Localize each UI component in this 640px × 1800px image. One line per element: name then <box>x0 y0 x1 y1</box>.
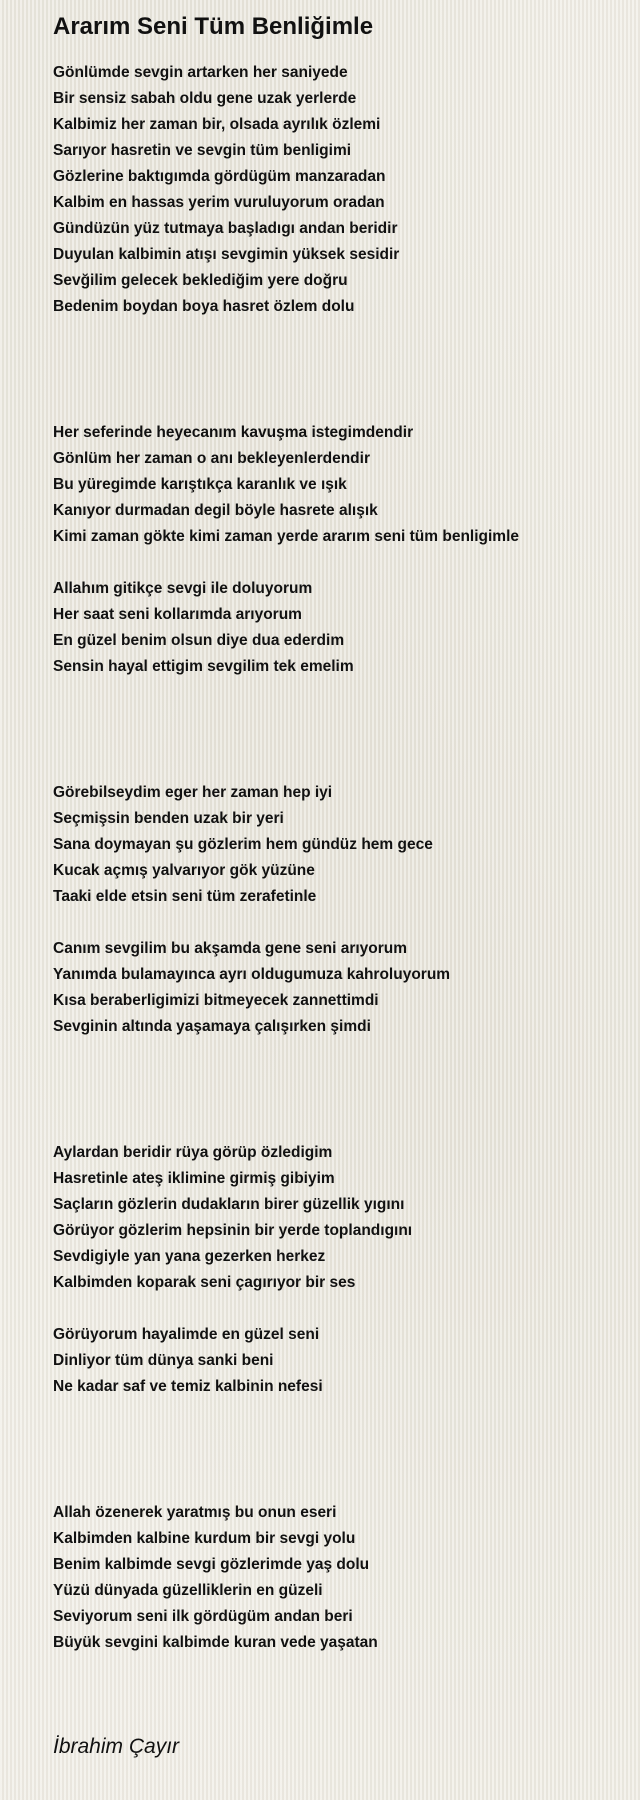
poem-body <box>53 60 633 1656</box>
poem-line: Sana doymayan şu gözlerim hem gündüz hem gece <box>53 836 433 853</box>
poem-line: Kalbim en hassas yerim vuruluyorum oradan <box>53 194 385 211</box>
poem-line: Bir sensiz sabah oldu gene uzak yerlerde <box>53 90 357 107</box>
poem-line: Sarıyor hasretin ve sevgin tüm benligimi <box>53 142 352 159</box>
poem-line: Görebilseydim eger her zaman hep iyi <box>53 784 333 801</box>
stanza-gap <box>53 1040 633 1140</box>
poem-author: İbrahim Çayır <box>53 1735 180 1758</box>
poem-stanza <box>53 780 633 910</box>
stanza-gap <box>53 1400 633 1500</box>
poem-line: Allah özenerek yaratmış bu onun eseri <box>53 1504 337 1521</box>
poem-stanza <box>53 576 633 680</box>
poem-line: En güzel benim olsun diye dua ederdim <box>53 632 345 649</box>
poem-line: Kucak açmış yalvarıyor gök yüzüne <box>53 862 315 879</box>
poem-line: Seçmişsin benden uzak bir yeri <box>53 810 284 827</box>
stanza-gap <box>53 320 633 420</box>
poem-line: Sevğilim gelecek beklediğim yere doğru <box>53 272 348 289</box>
poem-line: Gözlerine baktıgımda gördügüm manzaradan <box>53 168 386 185</box>
poem-line: Kimi zaman gökte kimi zaman yerde ararım seni tüm benligimle <box>53 528 520 545</box>
poem-line: Dinliyor tüm dünya sanki beni <box>53 1352 274 1369</box>
poem-stanza <box>53 60 633 320</box>
poem-line: Canım sevgilim bu akşamda gene seni arıyorum <box>53 940 408 957</box>
poem-line: Kalbimiz her zaman bir, olsada ayrılık özlemi <box>53 116 381 133</box>
poem-line: Büyük sevgini kalbimde kuran vede yaşatan <box>53 1634 378 1651</box>
poem-line: Sevdigiyle yan yana gezerken herkez <box>53 1248 326 1265</box>
poem-stanza <box>53 420 633 550</box>
stanza-gap <box>53 680 633 780</box>
poem-line: Ne kadar saf ve temiz kalbinin nefesi <box>53 1378 323 1395</box>
poem-line: Saçların gözlerin dudakların birer güzellik yıgını <box>53 1196 405 1213</box>
poem-line: Taaki elde etsin seni tüm zerafetinle <box>53 888 317 905</box>
poem-line: Seviyorum seni ilk gördügüm andan beri <box>53 1608 353 1625</box>
poem-page <box>53 12 633 1656</box>
poem-line: Gönlümde sevgin artarken her saniyede <box>53 64 348 81</box>
poem-line: Görüyorum hayalimde en güzel seni <box>53 1326 320 1343</box>
poem-line: Kalbimden kalbine kurdum bir sevgi yolu <box>53 1530 356 1547</box>
poem-line: Allahım gitikçe sevgi ile doluyorum <box>53 580 313 597</box>
poem-line: Kanıyor durmadan degil böyle hasrete alışık <box>53 502 378 519</box>
stanza-gap <box>53 910 633 936</box>
poem-line: Yüzü dünyada güzelliklerin en güzeli <box>53 1582 323 1599</box>
poem-stanza <box>53 936 633 1040</box>
poem-line: Bedenim boydan boya hasret özlem dolu <box>53 298 355 315</box>
stanza-gap <box>53 1296 633 1322</box>
poem-line: Kısa beraberligimizi bitmeyecek zannettimdi <box>53 992 379 1009</box>
poem-line: Sensin hayal ettigim sevgilim tek emelim <box>53 658 354 675</box>
poem-stanza <box>53 1500 633 1656</box>
poem-line: Gündüzün yüz tutmaya başladıgı andan beridir <box>53 220 398 237</box>
poem-line: Benim kalbimde sevgi gözlerimde yaş dolu <box>53 1556 370 1573</box>
poem-stanza <box>53 1322 633 1400</box>
stanza-gap <box>53 550 633 576</box>
poem-line: Yanımda bulamayınca ayrı oldugumuza kahroluyorum <box>53 966 451 983</box>
poem-line: Kalbimden koparak seni çagırıyor bir ses <box>53 1274 356 1291</box>
poem-line: Her seferinde heyecanım kavuşma istegimdendir <box>53 424 414 441</box>
poem-line: Aylardan beridir rüya görüp özledigim <box>53 1144 333 1161</box>
poem-line: Hasretinle ateş iklimine girmiş gibiyim <box>53 1170 335 1187</box>
poem-line: Duyulan kalbimin atışı sevgimin yüksek sesidir <box>53 246 400 263</box>
poem-line: Her saat seni kollarımda arıyorum <box>53 606 302 623</box>
poem-title: Ararım Seni Tüm Benliğimle <box>53 13 374 40</box>
poem-stanza <box>53 1140 633 1296</box>
poem-line: Bu yüregimde karıştıkça karanlık ve ışık <box>53 476 347 493</box>
poem-line: Görüyor gözlerim hepsinin bir yerde toplandıgını <box>53 1222 413 1239</box>
poem-line: Gönlüm her zaman o anı bekleyenlerdendir <box>53 450 370 467</box>
poem-line: Sevginin altında yaşamaya çalışırken şimdi <box>53 1018 371 1035</box>
